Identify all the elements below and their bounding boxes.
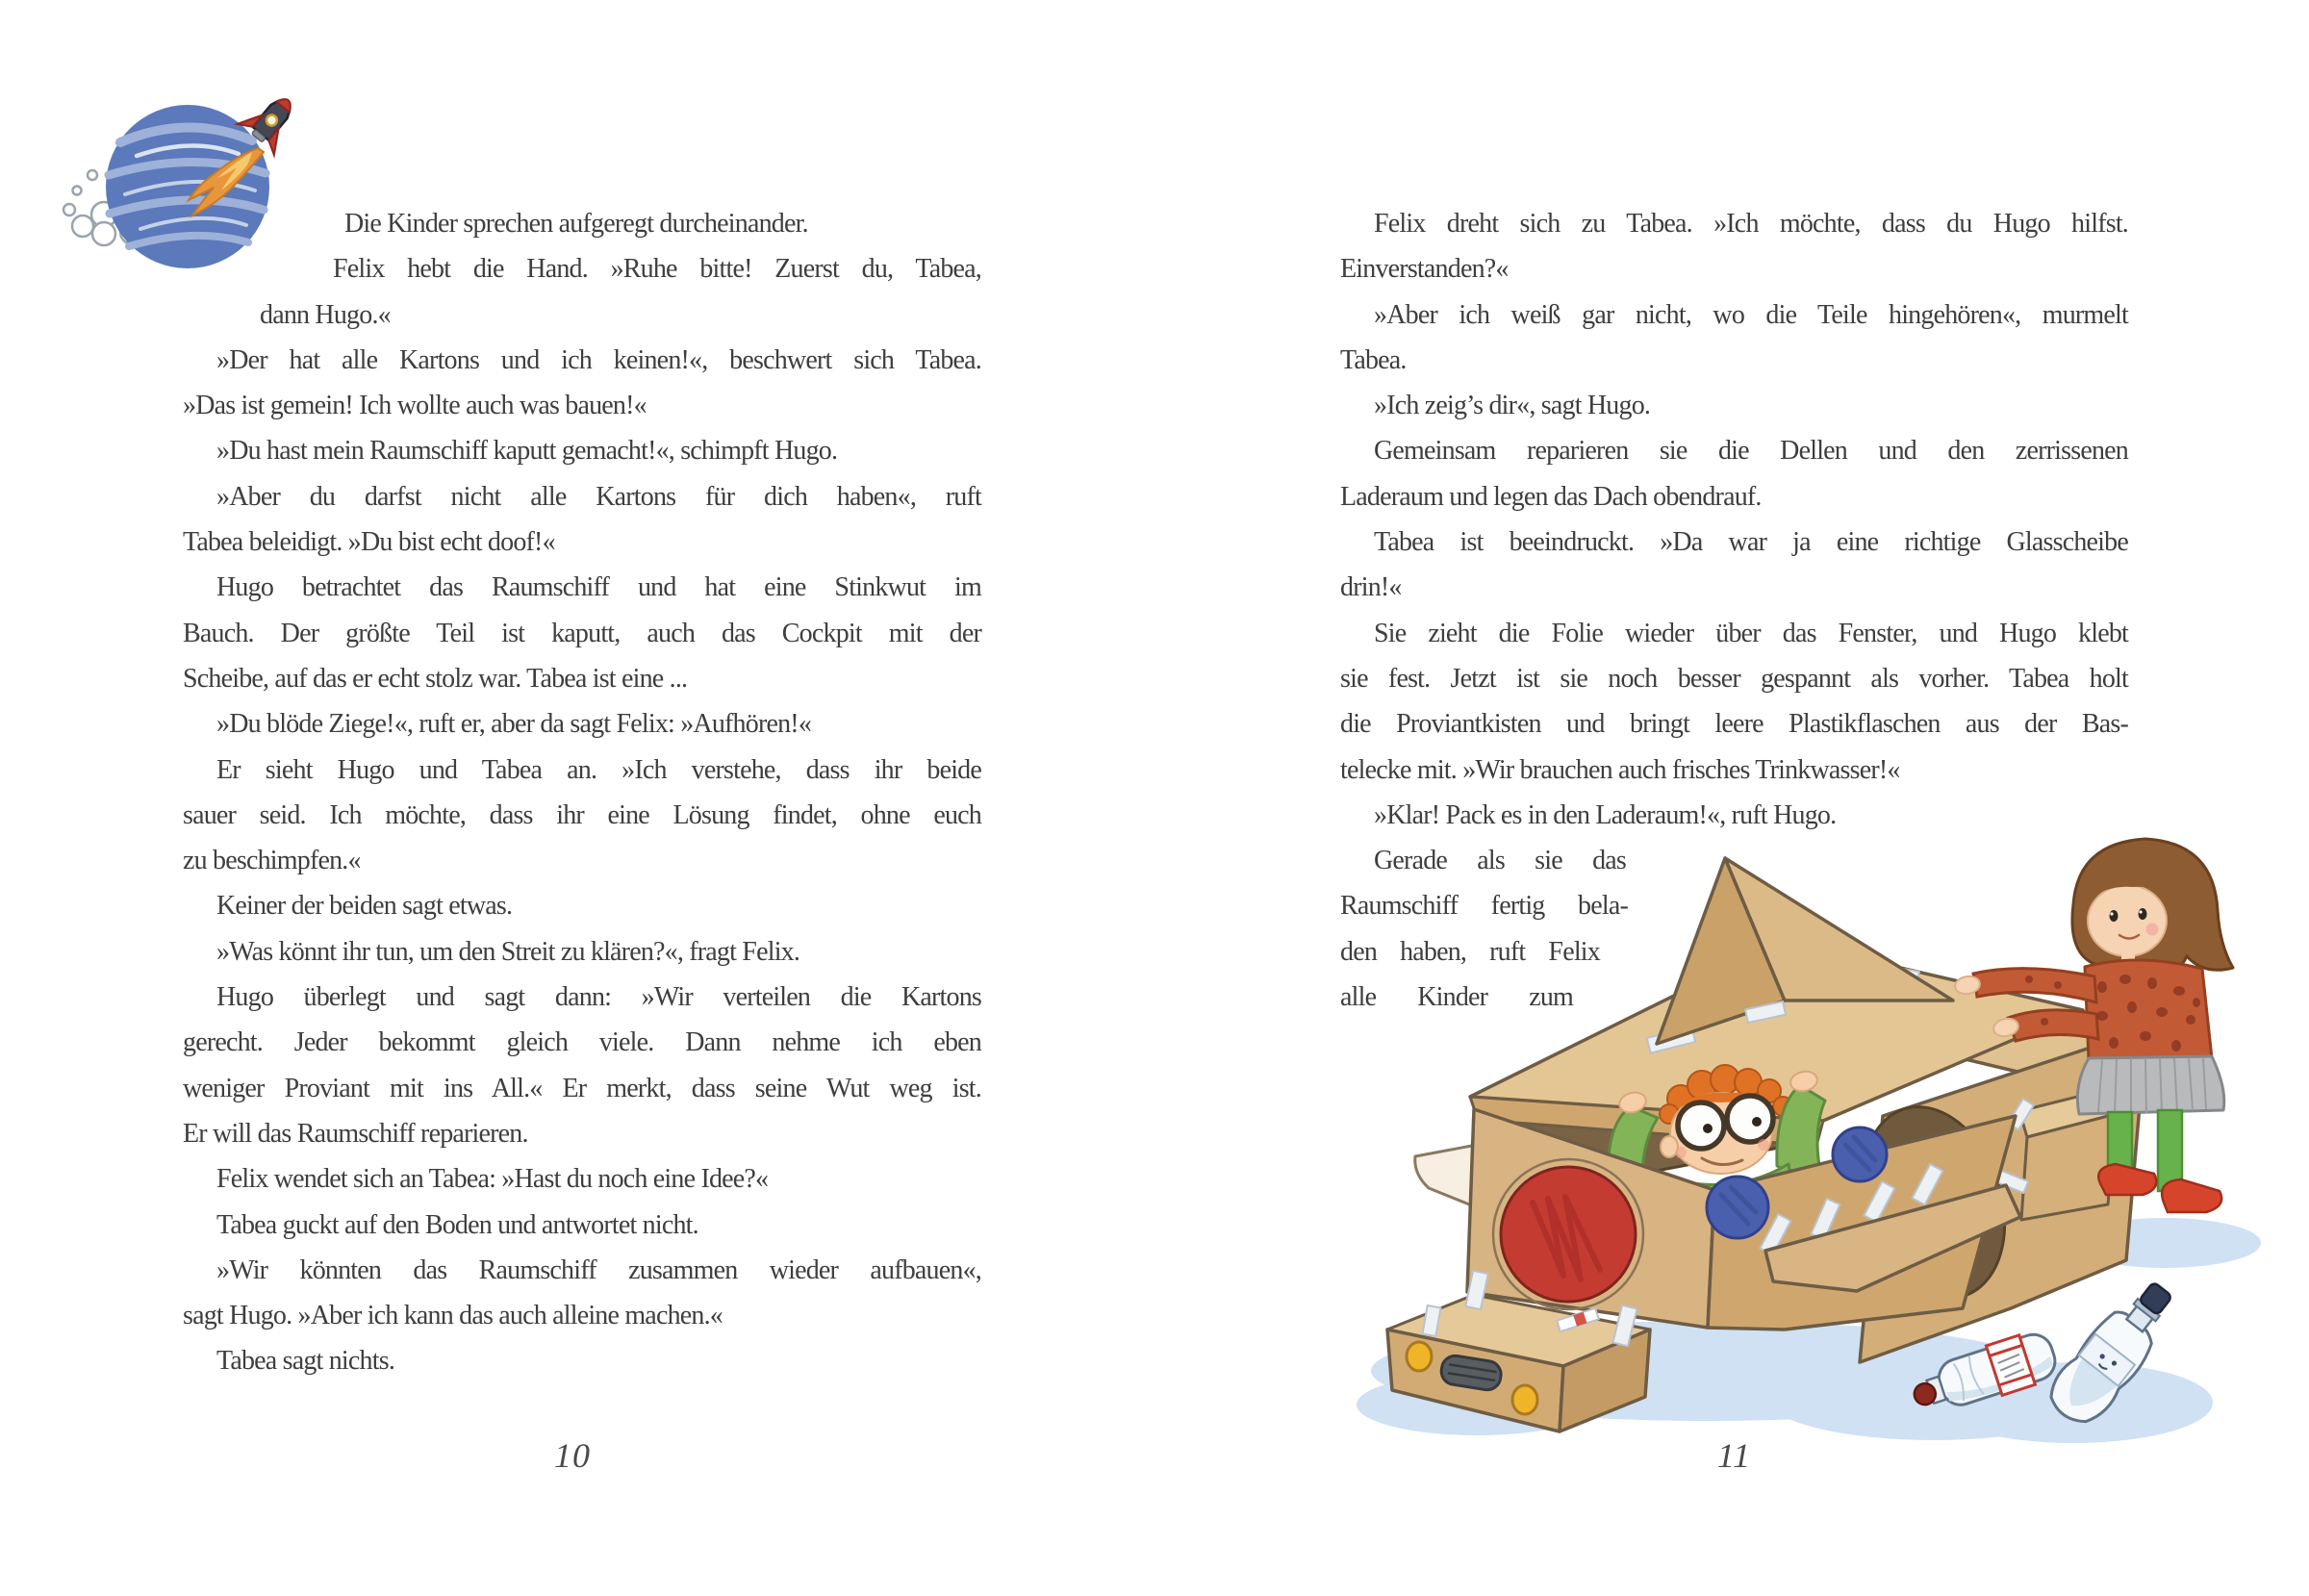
text-line: gerecht. Jeder bekommt gleich viele. Dann nehme ich eben [183,1027,981,1058]
text-line: »Klar! Pack es in den Laderaum!«, ruft Hugo. [1374,799,1837,830]
text-line: »Du hast mein Raumschiff kaputt gemacht!«, schimpft Hugo. [216,436,838,467]
text-line: Felix dreht sich zu Tabea. »Ich möchte, dass du Hugo hilfst. [1374,209,2128,239]
headlight [1407,1342,1432,1371]
text-line: Tabea. [1340,344,1407,375]
page-number: 10 [554,1436,591,1475]
red-porthole [1501,1167,1636,1302]
text-line: Sie zieht die Folie wieder über das Fenster, und Hugo klebt [1374,618,2128,648]
blue-porthole [1833,1127,1887,1181]
text-line: Gemeinsam reparieren sie die Dellen und den zerrissenen [1374,436,2128,467]
text-line: die Proviantkisten und bringt leere Plastikflaschen aus der Bas- [1340,709,2128,740]
text-line: Er sieht Hugo und Tabea an. »Ich verstehe, dass ihr beide [216,754,981,785]
text-line: Tabea sagt nichts. [216,1346,395,1377]
blue-porthole [1707,1177,1768,1238]
text-line: sauer seid. Ich möchte, dass ihr eine Lösung findet, ohne euch [183,799,981,830]
text-line: sagt Hugo. »Aber ich kann das auch alleine machen.« [183,1301,723,1331]
text-line: Tabea guckt auf den Boden und antwortet nicht. [216,1209,698,1240]
text-line: Einverstanden?« [1340,254,1509,285]
text-line: telecke mit. »Wir brauchen auch frisches Trinkwasser!« [1340,754,1900,785]
text-line: »Aber du darfst nicht alle Kartons für dich haben«, ruft [216,481,981,512]
page-number: 11 [1716,1436,1752,1475]
text-line: »Der hat alle Kartons und ich keinen!«, beschwert sich Tabea. [216,344,981,375]
girl-face [2088,885,2167,956]
text-line: Die Kinder sprechen aufgeregt durcheinander. [344,209,808,239]
text-line: Bauch. Der größte Teil ist kaputt, auch das Cockpit mit der [183,618,981,648]
text-line: »Du blöde Ziege!«, ruft er, aber da sagt Felix: »Aufhören!« [216,709,812,740]
girl-shoe [2098,1164,2156,1195]
text-line: »Aber ich weiß gar nicht, wo die Teile hingehören«, murmelt [1374,299,2128,330]
text-line: alle Kinder zum [1340,982,1573,1013]
text-line: dann Hugo.« [260,299,391,330]
text-line: sie fest. Jetzt ist sie noch besser gespannt als vorher. Tabea holt [1340,663,2128,694]
text-line: Felix wendet sich an Tabea: »Hast du noch eine Idee?« [216,1164,769,1195]
girl-shoe [2162,1179,2221,1212]
text-line: den haben, ruft Felix [1340,936,1600,967]
text-line: Hugo betrachtet das Raumschiff und hat eine Stinkwut im [216,572,981,603]
text-line: »Was könnt ihr tun, um den Streit zu klären?«, fragt Felix. [216,936,800,967]
text-line: Gerade als sie das [1374,846,1626,876]
text-line: zu beschimpfen.« [183,846,361,876]
text-line: »Ich zeig’s dir«, sagt Hugo. [1374,391,1651,421]
text-line: Er will das Raumschiff reparieren. [183,1118,528,1149]
text-line: Tabea beleidigt. »Du bist echt doof!« [183,527,555,558]
text-line: Tabea ist beeindruckt. »Da war ja eine richtige Glasscheibe [1374,527,2128,558]
left-page-text [183,201,981,1384]
text-line: Felix hebt die Hand. »Ruhe bitte! Zuerst du, Tabea, [333,254,981,285]
text-line: drin!« [1340,572,1402,603]
headlight [1512,1385,1537,1414]
text-line: Scheibe, auf das er echt stolz war. Tabea ist eine ... [183,663,688,694]
text-line: weniger Proviant mit ins All.« Er merkt, dass seine Wut weg ist. [183,1073,981,1103]
text-line: Hugo überlegt und sagt dann: »Wir verteilen die Kartons [216,982,981,1013]
text-line: »Wir könnten das Raumschiff zusammen wieder aufbauen«, [216,1254,981,1285]
text-line: Laderaum und legen das Dach obendrauf. [1340,481,1762,512]
text-line: »Das ist gemein! Ich wollte auch was bauen!« [183,391,647,421]
text-line: Keiner der beiden sagt etwas. [216,891,513,922]
text-line: Raumschiff fertig bela- [1340,891,1628,922]
